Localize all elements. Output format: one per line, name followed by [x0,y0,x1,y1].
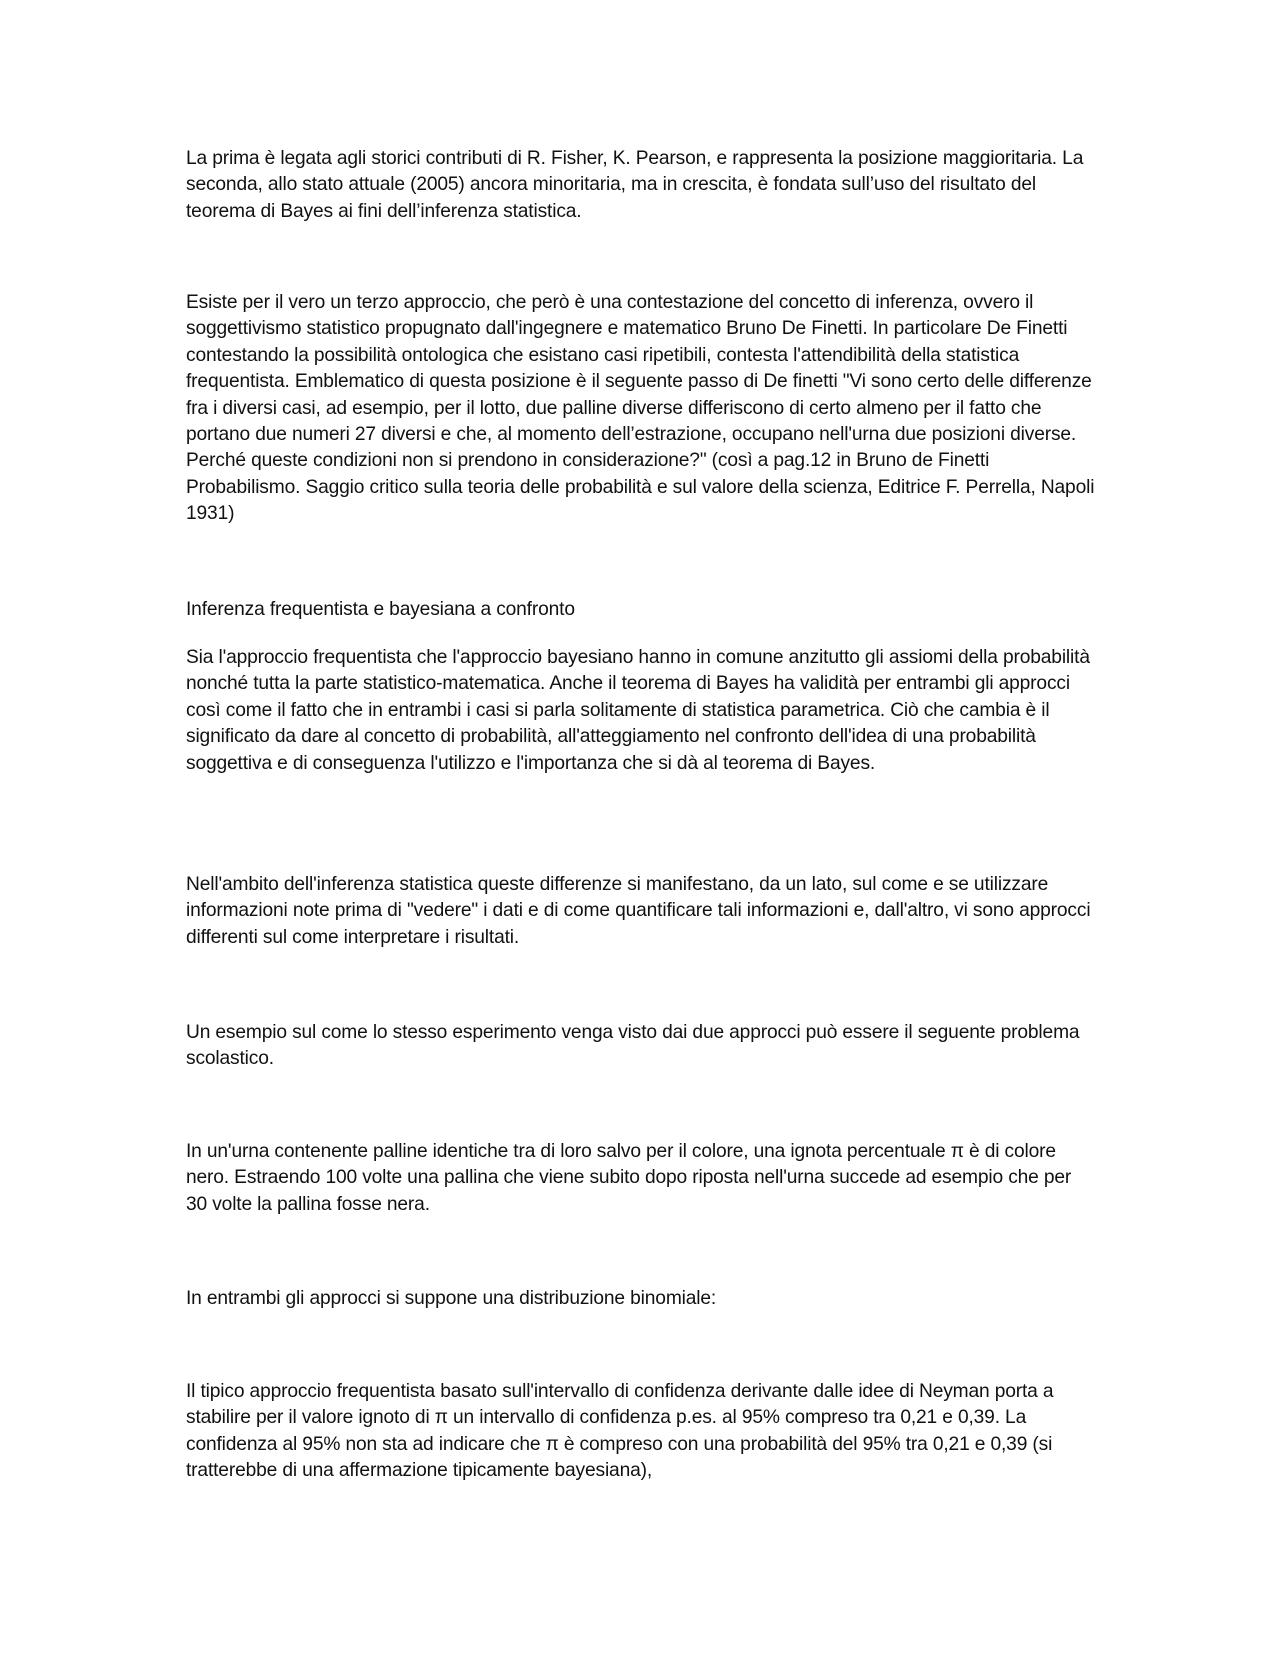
paragraph-de-finetti: Esiste per il vero un terzo approccio, che però è una contestazione del concetto di inferenza, ovvero il soggettivismo statistico propugnato dall'ingegnere e matematico Bruno De Finetti. In particolare De Finetti contestando la possibilità ontologica che esistano casi ripetibili, contesta l'attendibilità della statistica frequentista. Emblematico di questa posizione è il seguente passo di De finetti "Vi sono certo delle differenze fra i diversi casi, ad esempio, per il lotto, due palline diverse differiscono di certo almeno per il fatto che portano due numeri 27 diversi e che, al momento dell’estrazione, occupano nell'urna due posizioni diverse. Perché queste condizioni non si prendono in considerazione?" (così a pag.12 in Bruno de Finetti Probabilismo. Saggio critico sulla teoria delle probabilità e sul valore della scienza, Editrice F. Perrella, Napoli 1931) [186,292,1095,525]
paragraph-confidence-interval: Il tipico approccio frequentista basato sull'intervallo di confidenza derivante dalle idee di Neyman porta a stabilire per il valore ignoto di π un intervallo di confidenza p.es. al 95% compreso tra 0,21 e 0,39. La confidenza al 95% non sta ad indicare che π è compreso con una probabilità del 95% tra 0,21 e 0,39 (si tratterebbe di una affermazione tipicamente bayesiana), [186,1381,1054,1482]
paragraph-frequentist-bayesian-intro: La prima è legata agli storici contributi di R. Fisher, K. Pearson, e rappresenta la posizione maggioritaria. La seconda, allo stato attuale (2005) ancora minoritaria, ma in crescita, è fondata sull’uso del risultato del teorema di Bayes ai fini dell’inferenza statistica. [186,148,1084,222]
section-heading: Inferenza frequentista e bayesiana a confronto [186,599,575,620]
paragraph-example-intro: Un esempio sul come lo stesso esperimento venga visto dai due approcci può essere il seguente problema scolastico. [186,1022,1080,1070]
paragraph-binomial: In entrambi gli approcci si suppone una distribuzione binomiale: [186,1288,717,1309]
paragraph-urn-example: In un'urna contenente palline identiche tra di loro salvo per il colore, una ignota percentuale π è di colore nero. Estraendo 100 volte una pallina che viene subito dopo riposta nell'urna succede ad esempio che per 30 volte la pallina fosse nera. [186,1141,1072,1215]
paragraph-differences: Nell'ambito dell'inferenza statistica queste differenze si manifestano, da un lato, sul come e se utilizzare informazioni note prima di "vedere" i dati e di come quantificare tali informazioni e, dall'altro, vi sono approcci differenti sul come interpretare i risultati. [186,874,1091,948]
paragraph-common-ground: Sia l'approccio frequentista che l'approccio bayesiano hanno in comune anzitutto gli assiomi della probabilità nonché tutta la parte statistico-matematica. Anche il teorema di Bayes ha validità per entrambi gli approcci così come il fatto che in entrambi i casi si parla solitamente di statistica parametrica. Ciò che cambia è il significato da dare al concetto di probabilità, all'atteggiamento nel confronto dell'idea di una probabilità soggettiva e di conseguenza l'utilizzo e l'importanza che si dà al teorema di Bayes. [186,647,1090,774]
